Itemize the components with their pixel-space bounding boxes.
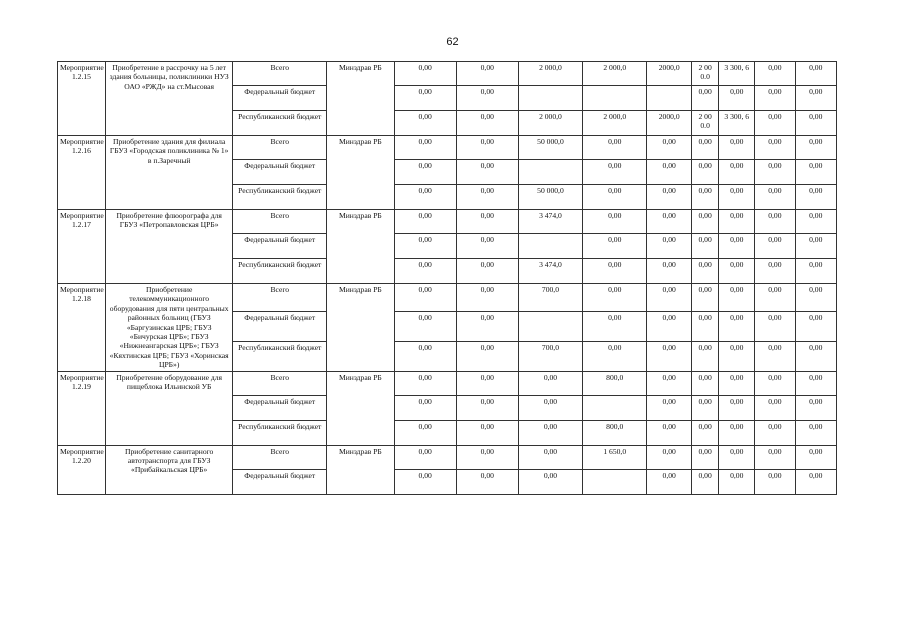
amount-cell: 0,00 xyxy=(394,86,456,111)
amount-cell: 0,00 xyxy=(456,469,518,494)
amount-cell: 0,00 xyxy=(755,420,795,445)
responsible-org: Минздрав РБ xyxy=(327,210,395,284)
amount-cell: 0,00 xyxy=(394,371,456,395)
amount-cell: 0,00 xyxy=(755,111,795,136)
amount-cell: 0,00 xyxy=(795,136,837,160)
amount-cell: 0,00 xyxy=(795,312,837,342)
table-row xyxy=(58,284,837,312)
amount-cell: 0,00 xyxy=(755,136,795,160)
event-name: Приобретение санитарного автотранспорта для ГБУЗ «Прибайкальская ЦРБ» xyxy=(105,445,232,494)
funding-source: Федеральный бюджет xyxy=(233,395,327,420)
event-name: Приобретение телекоммуникационного оборудования для пяти центральных районных больниц (ГБУЗ «Баргузинская ЦРБ; ГБУЗ «Бичурская ЦРБ»; ГБУЗ «Нижнеангарская ЦРБ»; ГБУЗ «Кяхтинская ЦРБ; ГБУЗ «Хоринская ЦРБ») xyxy=(105,284,232,372)
amount-cell: 2 000,0 xyxy=(583,111,647,136)
amount-cell: 0,00 xyxy=(692,259,719,284)
budget-table xyxy=(57,61,837,495)
amount-cell: 0,00 xyxy=(583,160,647,185)
amount-cell: 3 474,0 xyxy=(518,259,582,284)
event-id: Мероприятие 1.2.19 xyxy=(58,371,106,445)
amount-cell: 0,00 xyxy=(647,185,692,210)
table-row xyxy=(58,371,837,395)
amount-cell: 700,0 xyxy=(518,284,582,312)
amount-cell: 0,00 xyxy=(795,259,837,284)
amount-cell: 0,00 xyxy=(692,395,719,420)
amount-cell: 0,00 xyxy=(719,86,755,111)
amount-cell: 0,00 xyxy=(755,395,795,420)
amount-cell: 0,00 xyxy=(755,284,795,312)
amount-cell: 0,00 xyxy=(755,445,795,469)
amount-cell: 0,00 xyxy=(795,210,837,234)
amount-cell: 0,00 xyxy=(394,111,456,136)
amount-cell: 0,00 xyxy=(583,284,647,312)
amount-cell: 0,00 xyxy=(583,136,647,160)
amount-cell xyxy=(647,86,692,111)
amount-cell: 0,00 xyxy=(647,420,692,445)
amount-cell: 2 000,0 xyxy=(583,62,647,86)
amount-cell: 0,00 xyxy=(394,136,456,160)
amount-cell: 0,00 xyxy=(394,284,456,312)
amount-cell: 0,00 xyxy=(692,420,719,445)
amount-cell: 800,0 xyxy=(583,371,647,395)
funding-source: Федеральный бюджет xyxy=(233,160,327,185)
amount-cell: 0,00 xyxy=(456,234,518,259)
amount-cell: 0,00 xyxy=(394,259,456,284)
amount-cell: 3 300, 6 xyxy=(719,111,755,136)
amount-cell: 0,00 xyxy=(456,86,518,111)
table-row xyxy=(58,210,837,234)
amount-cell: 0,00 xyxy=(692,469,719,494)
event-id: Мероприятие 1.2.17 xyxy=(58,210,106,284)
amount-cell: 0,00 xyxy=(647,284,692,312)
amount-cell: 0,00 xyxy=(394,62,456,86)
amount-cell: 0,00 xyxy=(647,342,692,372)
funding-source: Республиканский бюджет xyxy=(233,185,327,210)
amount-cell: 0,00 xyxy=(795,185,837,210)
amount-cell: 0,00 xyxy=(518,420,582,445)
amount-cell xyxy=(583,469,647,494)
table-row xyxy=(58,136,837,160)
amount-cell: 0,00 xyxy=(719,284,755,312)
amount-cell: 0,00 xyxy=(755,234,795,259)
amount-cell xyxy=(583,86,647,111)
event-name: Приобретение здания для филиала ГБУЗ «Городская поликлиника № 1» в п.Заречный xyxy=(105,136,232,210)
amount-cell: 0,00 xyxy=(719,445,755,469)
table-row xyxy=(58,62,837,86)
amount-cell xyxy=(518,234,582,259)
amount-cell: 0,00 xyxy=(456,312,518,342)
amount-cell: 0,00 xyxy=(456,111,518,136)
responsible-org: Минздрав РБ xyxy=(327,445,395,494)
amount-cell: 0,00 xyxy=(692,445,719,469)
amount-cell: 0,00 xyxy=(795,160,837,185)
amount-cell: 50 000,0 xyxy=(518,185,582,210)
amount-cell: 0,00 xyxy=(755,371,795,395)
amount-cell: 0,00 xyxy=(755,160,795,185)
amount-cell: 3 300, 6 xyxy=(719,62,755,86)
amount-cell: 0,00 xyxy=(755,62,795,86)
amount-cell: 0,00 xyxy=(755,312,795,342)
amount-cell: 0,00 xyxy=(692,312,719,342)
amount-cell: 0,00 xyxy=(692,160,719,185)
amount-cell xyxy=(518,312,582,342)
amount-cell: 0,00 xyxy=(518,469,582,494)
event-id: Мероприятие 1.2.20 xyxy=(58,445,106,494)
amount-cell: 0,00 xyxy=(394,234,456,259)
amount-cell: 0,00 xyxy=(692,86,719,111)
amount-cell xyxy=(518,86,582,111)
amount-cell: 0,00 xyxy=(795,395,837,420)
amount-cell: 2 00 0.0 xyxy=(692,111,719,136)
amount-cell: 0,00 xyxy=(692,185,719,210)
funding-source: Республиканский бюджет xyxy=(233,342,327,372)
amount-cell: 0,00 xyxy=(795,86,837,111)
responsible-org: Минздрав РБ xyxy=(327,284,395,372)
amount-cell: 0,00 xyxy=(719,371,755,395)
amount-cell: 0,00 xyxy=(456,62,518,86)
amount-cell: 0,00 xyxy=(795,62,837,86)
amount-cell: 0,00 xyxy=(647,136,692,160)
funding-source: Республиканский бюджет xyxy=(233,420,327,445)
amount-cell: 0,00 xyxy=(795,342,837,372)
amount-cell: 0,00 xyxy=(583,342,647,372)
amount-cell: 0,00 xyxy=(647,312,692,342)
amount-cell: 0,00 xyxy=(456,259,518,284)
amount-cell: 0,00 xyxy=(583,259,647,284)
amount-cell: 0,00 xyxy=(647,395,692,420)
amount-cell: 0,00 xyxy=(719,210,755,234)
amount-cell: 0,00 xyxy=(692,136,719,160)
amount-cell: 2000,0 xyxy=(647,111,692,136)
amount-cell: 0,00 xyxy=(647,469,692,494)
amount-cell: 0,00 xyxy=(456,371,518,395)
amount-cell: 0,00 xyxy=(647,160,692,185)
funding-source: Всего xyxy=(233,445,327,469)
amount-cell: 0,00 xyxy=(795,284,837,312)
amount-cell: 2 000,0 xyxy=(518,62,582,86)
amount-cell: 700,0 xyxy=(518,342,582,372)
amount-cell: 50 000,0 xyxy=(518,136,582,160)
amount-cell: 0,00 xyxy=(795,445,837,469)
amount-cell: 0,00 xyxy=(692,342,719,372)
responsible-org: Минздрав РБ xyxy=(327,62,395,136)
amount-cell: 0,00 xyxy=(394,445,456,469)
amount-cell: 0,00 xyxy=(755,86,795,111)
amount-cell: 2 00 0.0 xyxy=(692,62,719,86)
funding-source: Республиканский бюджет xyxy=(233,259,327,284)
amount-cell: 0,00 xyxy=(719,160,755,185)
event-name: Приобретение флюорографа для ГБУЗ «Петропавловская ЦРБ» xyxy=(105,210,232,284)
amount-cell: 0,00 xyxy=(719,234,755,259)
amount-cell: 0,00 xyxy=(719,342,755,372)
amount-cell: 0,00 xyxy=(394,469,456,494)
event-id: Мероприятие 1.2.16 xyxy=(58,136,106,210)
amount-cell: 0,00 xyxy=(456,445,518,469)
amount-cell: 0,00 xyxy=(692,234,719,259)
funding-source: Федеральный бюджет xyxy=(233,234,327,259)
amount-cell: 0,00 xyxy=(456,160,518,185)
amount-cell: 0,00 xyxy=(456,342,518,372)
funding-source: Всего xyxy=(233,284,327,312)
amount-cell: 0,00 xyxy=(719,395,755,420)
amount-cell: 0,00 xyxy=(456,136,518,160)
funding-source: Федеральный бюджет xyxy=(233,86,327,111)
funding-source: Республиканский бюджет xyxy=(233,111,327,136)
amount-cell: 0,00 xyxy=(719,420,755,445)
amount-cell: 0,00 xyxy=(583,185,647,210)
funding-source: Всего xyxy=(233,210,327,234)
amount-cell: 800,0 xyxy=(583,420,647,445)
amount-cell xyxy=(518,160,582,185)
amount-cell: 0,00 xyxy=(456,284,518,312)
amount-cell: 0,00 xyxy=(394,210,456,234)
amount-cell xyxy=(583,395,647,420)
funding-source: Всего xyxy=(233,371,327,395)
amount-cell: 0,00 xyxy=(795,111,837,136)
amount-cell: 0,00 xyxy=(719,136,755,160)
event-id: Мероприятие 1.2.15 xyxy=(58,62,106,136)
amount-cell: 2 000,0 xyxy=(518,111,582,136)
amount-cell: 0,00 xyxy=(518,371,582,395)
amount-cell: 0,00 xyxy=(692,284,719,312)
amount-cell: 0,00 xyxy=(583,312,647,342)
event-id: Мероприятие 1.2.18 xyxy=(58,284,106,372)
amount-cell: 0,00 xyxy=(755,259,795,284)
amount-cell: 0,00 xyxy=(719,185,755,210)
amount-cell: 0,00 xyxy=(755,185,795,210)
funding-source: Федеральный бюджет xyxy=(233,312,327,342)
amount-cell: 0,00 xyxy=(755,342,795,372)
amount-cell: 0,00 xyxy=(394,342,456,372)
amount-cell: 0,00 xyxy=(456,185,518,210)
amount-cell: 0,00 xyxy=(647,234,692,259)
amount-cell: 0,00 xyxy=(647,259,692,284)
amount-cell: 0,00 xyxy=(394,420,456,445)
amount-cell: 1 650,0 xyxy=(583,445,647,469)
amount-cell: 0,00 xyxy=(795,371,837,395)
amount-cell: 0,00 xyxy=(394,312,456,342)
funding-source: Федеральный бюджет xyxy=(233,469,327,494)
event-name: Приобретение оборудование для пищеблока Ильинской УБ xyxy=(105,371,232,445)
amount-cell: 3 474,0 xyxy=(518,210,582,234)
amount-cell: 0,00 xyxy=(394,160,456,185)
amount-cell: 0,00 xyxy=(647,210,692,234)
amount-cell: 0,00 xyxy=(692,371,719,395)
funding-source: Всего xyxy=(233,62,327,86)
amount-cell: 0,00 xyxy=(647,371,692,395)
table-row xyxy=(58,445,837,469)
responsible-org: Минздрав РБ xyxy=(327,371,395,445)
amount-cell: 0,00 xyxy=(456,395,518,420)
amount-cell: 0,00 xyxy=(518,445,582,469)
amount-cell: 0,00 xyxy=(795,420,837,445)
amount-cell: 0,00 xyxy=(583,234,647,259)
funding-source: Всего xyxy=(233,136,327,160)
amount-cell: 0,00 xyxy=(518,395,582,420)
amount-cell: 0,00 xyxy=(456,210,518,234)
amount-cell: 0,00 xyxy=(692,210,719,234)
amount-cell: 0,00 xyxy=(795,234,837,259)
amount-cell: 0,00 xyxy=(795,469,837,494)
amount-cell: 0,00 xyxy=(719,259,755,284)
event-name: Приобретение в рассрочку на 5 лет здания больницы, поликлиники НУЗ ОАО «РЖД» на ст.Мысовая xyxy=(105,62,232,136)
amount-cell: 0,00 xyxy=(755,469,795,494)
amount-cell: 0,00 xyxy=(755,210,795,234)
amount-cell: 0,00 xyxy=(583,210,647,234)
amount-cell: 0,00 xyxy=(394,185,456,210)
amount-cell: 0,00 xyxy=(456,420,518,445)
responsible-org: Минздрав РБ xyxy=(327,136,395,210)
amount-cell: 2000,0 xyxy=(647,62,692,86)
amount-cell: 0,00 xyxy=(719,312,755,342)
amount-cell: 0,00 xyxy=(394,395,456,420)
amount-cell: 0,00 xyxy=(647,445,692,469)
page-number: 62 xyxy=(446,36,459,48)
amount-cell: 0,00 xyxy=(719,469,755,494)
